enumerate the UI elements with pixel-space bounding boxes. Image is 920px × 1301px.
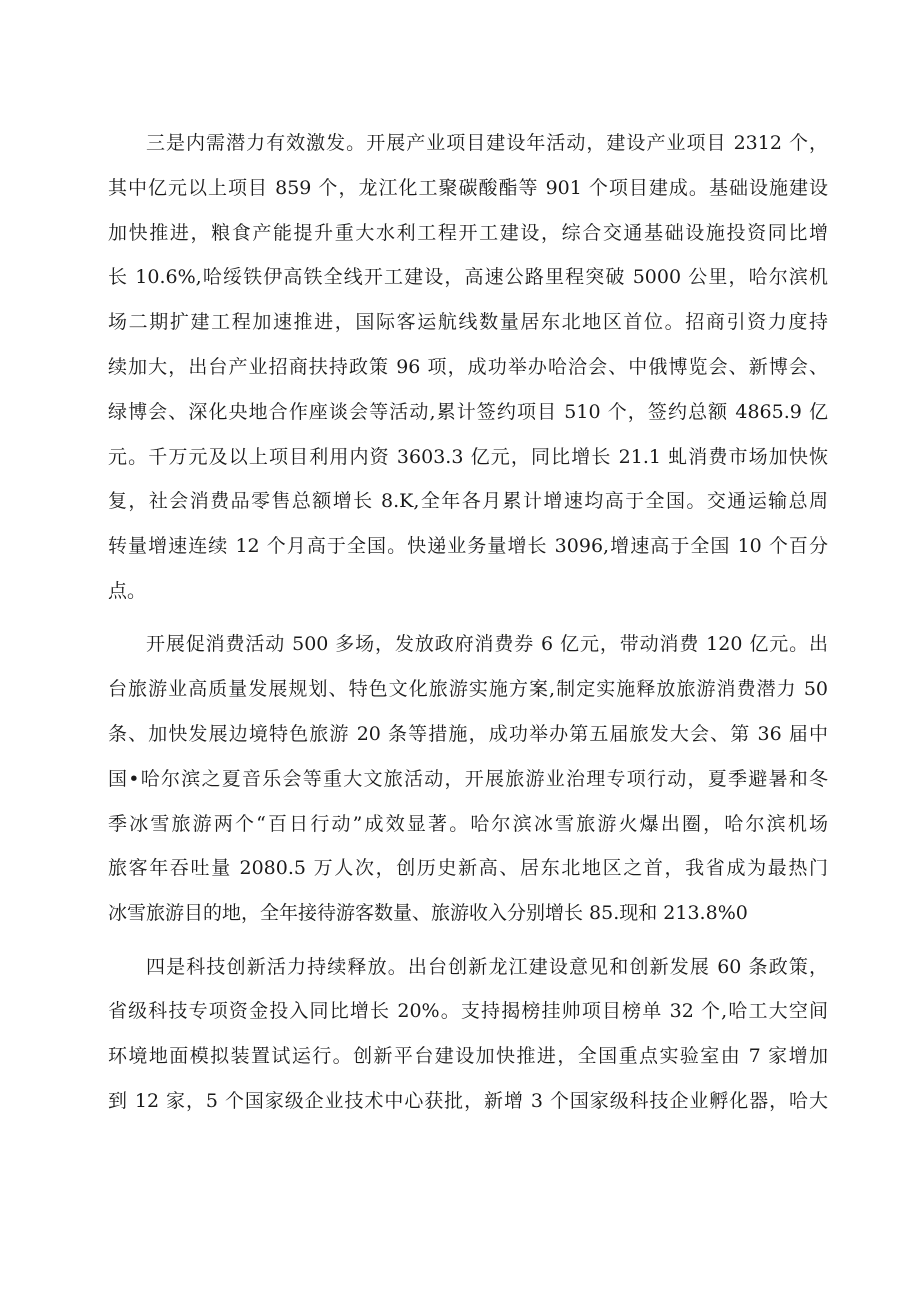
text-line: 绿博会、深化央地合作座谈会等活动,累计签约项目 510 个，签约总额 4865.9 亿	[108, 400, 828, 423]
text-line: 到 12 家，5 个国家级企业技术中心获批，新增 3 个国家级科技企业孵化器，哈大	[108, 1089, 828, 1112]
text-line: 旅客年吞吐量 2080.5 万人次，创历史新高、居东北地区之首，我省成为最热门	[108, 857, 828, 880]
text-line: 场二期扩建工程加速推进，国际客运航线数量居东北地区首位。招商引资力度持	[108, 311, 828, 334]
paragraph-domestic-demand	[108, 121, 828, 614]
text-line: 加快推进，粮食产能提升重大水利工程开工建设，综合交通基础设施投资同比增	[108, 221, 828, 244]
text-line: 季冰雪旅游两个“百日行动”成效显著。哈尔滨冰雪旅游火爆出圈，哈尔滨机场	[108, 812, 828, 835]
text-line: 其中亿元以上项目 859 个，龙江化工聚碳酸酯等 901 个项目建成。基础设施建设	[108, 176, 828, 199]
paragraph-consumption-tourism	[108, 622, 828, 936]
text-line: 环境地面模拟装置试运行。创新平台建设加快推进，全国重点实验室由 7 家增加	[108, 1045, 828, 1068]
text-line: 复，社会消费品零售总额增长 8.K,全年各月累计增速均高于全国。交通运输总周	[108, 490, 828, 513]
text-line: 点。	[108, 579, 147, 602]
paragraph-spacer	[108, 614, 828, 623]
text-line: 三是内需潜力有效激发。开展产业项目建设年活动，建设产业项目 2312 个，	[146, 132, 828, 154]
text-line: 冰雪旅游目的地，全年接待游客数量、旅游收入分别增长 85.现和 213.8%0	[108, 902, 748, 925]
paragraph-spacer	[108, 936, 828, 945]
text-line: 长 10.6%,哈绥铁伊高铁全线开工建设，高速公路里程突破 5000 公里，哈尔滨机	[108, 266, 828, 289]
paragraph-tech-innovation	[108, 945, 828, 1124]
text-line: 四是科技创新活力持续释放。出台创新龙江建设意见和创新发展 60 条政策，	[146, 955, 828, 978]
text-line: 国•哈尔滨之夏音乐会等重大文旅活动，开展旅游业治理专项行动，夏季避暑和冬	[108, 767, 828, 790]
text-line: 省级科技专项资金投入同比增长 20%。支持揭榜挂帅项目榜单 32 个,哈工大空间	[108, 1000, 828, 1023]
document-body	[108, 121, 828, 1124]
text-line: 开展促消费活动 500 多场，发放政府消费券 6 亿元，带动消费 120 亿元。出	[146, 633, 828, 656]
text-line: 转量增速连续 12 个月高于全国。快递业务量增长 3096,增速高于全国 10 个百分	[108, 535, 828, 558]
text-line: 台旅游业高质量发展规划、特色文化旅游实施方案,制定实施释放旅游消费潜力 50	[108, 678, 828, 701]
text-line: 元。千万元及以上项目利用内资 3603.3 亿元，同比增长 21.1 虬消费市场加快恢	[108, 445, 828, 468]
text-line: 条、加快发展边境特色旅游 20 条等措施，成功举办第五届旅发大会、第 36 届中	[108, 722, 828, 745]
text-line: 续加大，出台产业招商扶持政策 96 项，成功举办哈洽会、中俄博览会、新博会、	[108, 355, 828, 378]
